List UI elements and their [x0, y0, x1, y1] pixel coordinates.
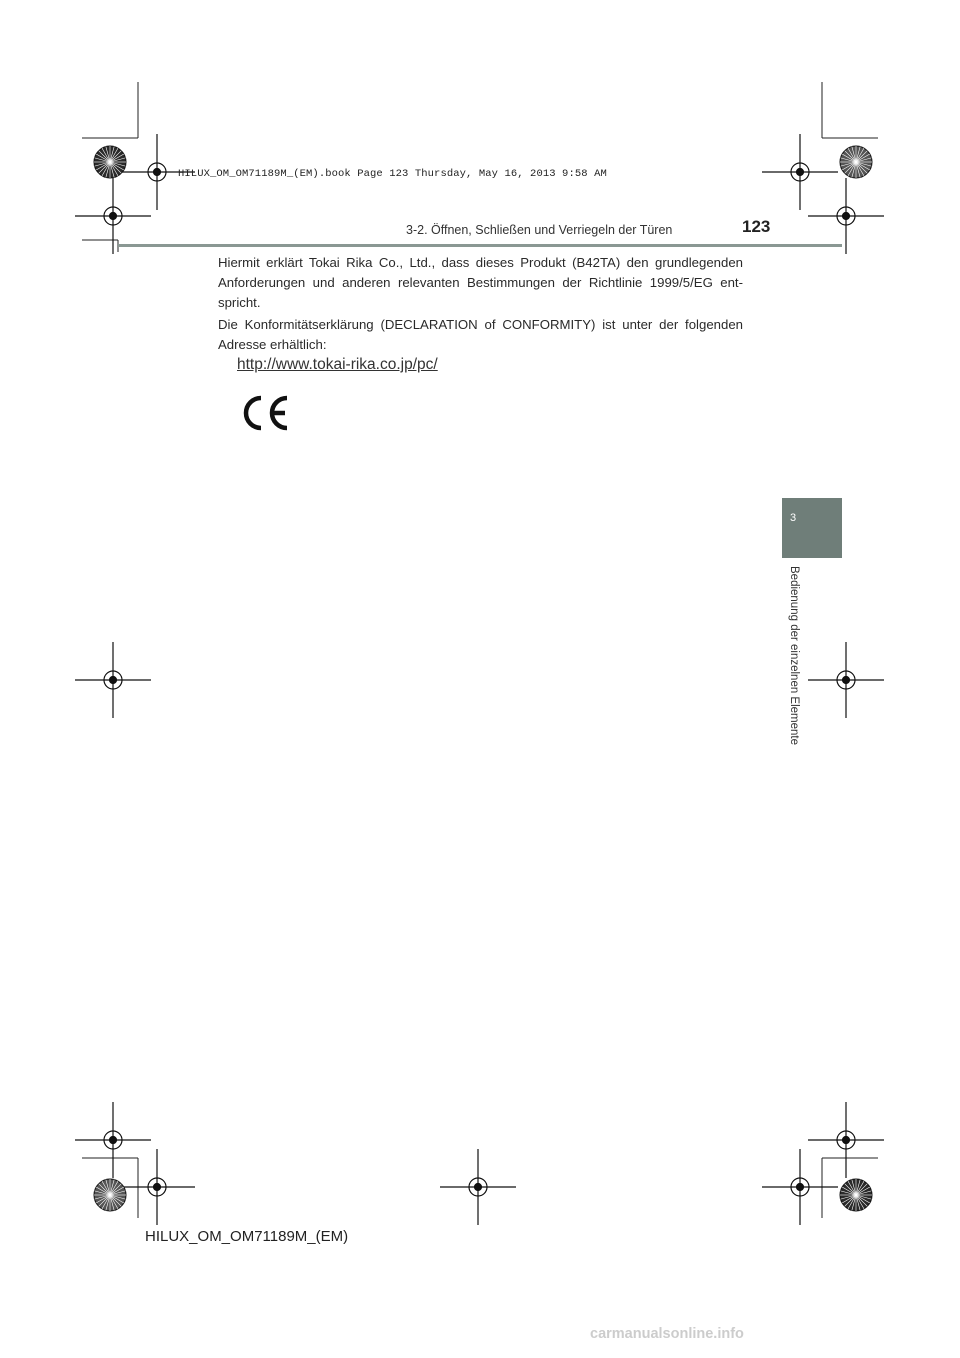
registration-target — [75, 642, 151, 718]
rosette-mark — [840, 1179, 872, 1211]
book-stamp: HILUX_OM_OM71189M_(EM).book Page 123 Thursday, May 16, 2013 9:58 AM — [178, 168, 607, 180]
watermark: carmanualsonline.info — [590, 1326, 744, 1342]
header-rule — [118, 244, 842, 247]
chapter-number: 3 — [790, 512, 797, 524]
chapter-tab — [782, 498, 842, 558]
registration-target — [75, 178, 151, 254]
ce-mark-icon — [238, 393, 292, 433]
page-number: 123 — [742, 217, 771, 236]
section-title: 3-2. Öffnen, Schließen und Verriegeln der Türen — [406, 223, 673, 237]
url-link[interactable]: http://www.tokai-rika.co.jp/pc/ — [237, 356, 438, 373]
registration-target — [762, 1149, 838, 1225]
registration-target — [440, 1149, 516, 1225]
registration-target — [75, 1102, 151, 1178]
chapter-title: Bedienung der einzelnen Elemente — [788, 566, 800, 746]
registration-target — [808, 178, 884, 254]
registration-target — [808, 642, 884, 718]
rosette-mark — [94, 1179, 126, 1211]
paragraph-conformity: Die Konformitätserklärung (DECLARATION of CONFORMITY) ist unter der folgenden Adresse erhältlich: — [218, 317, 743, 352]
rosette-mark — [840, 146, 872, 178]
paragraph-declaration: Hiermit erklärt Tokai Rika Co., Ltd., dass dieses Produkt (B42TA) den grundlegenden Anforderungen und anderen relevanten Bestimmungen der Richtlinie 1999/5/EG ent-spricht. — [218, 255, 743, 310]
registration-target — [762, 134, 838, 210]
registration-target — [119, 1149, 195, 1225]
footer-code: HILUX_OM_OM71189M_(EM) — [145, 1228, 349, 1245]
registration-target — [808, 1102, 884, 1178]
rosette-mark — [94, 146, 126, 178]
